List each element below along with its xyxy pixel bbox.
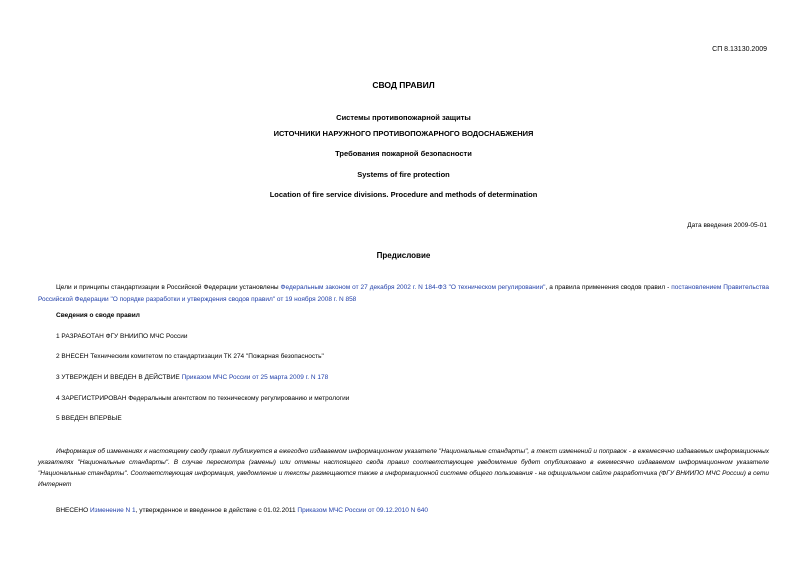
subtitle-requirements: Требования пожарной безопасности bbox=[335, 149, 472, 158]
document-code: СП 8.13130.2009 bbox=[712, 46, 767, 53]
government-decree-link[interactable]: постановлением Правительства Российской Федерации "О порядке разработки и утверждения сводов правил" от 19 ноября 2008 г. N 858 bbox=[38, 284, 769, 303]
amendment-line bbox=[56, 507, 428, 514]
preface-paragraph bbox=[38, 282, 769, 306]
amendment-middle: , утвержденное и введенное в действие с 01.02.2011 bbox=[135, 507, 298, 514]
amendment-link[interactable]: Изменение N 1 bbox=[89, 507, 136, 514]
document-title: СВОД ПРАВИЛ bbox=[372, 80, 435, 90]
info-item-introduced: 2 ВНЕСЕН Техническим комитетом по стандартизации ТК 274 "Пожарная безопасность" bbox=[56, 353, 324, 360]
info-item-registered: 4 ЗАРЕГИСТРИРОВАН Федеральным агентством по техническому регулированию и метрологии bbox=[56, 395, 350, 402]
info-item-approved-text: 3 УТВЕРЖДЕН И ВВЕДЕН В ДЕЙСТВИЕ bbox=[56, 374, 182, 381]
english-title-location: Location of fire service divisions. Procedure and methods of determination bbox=[269, 190, 538, 199]
info-item-approved bbox=[56, 374, 328, 381]
amendment-prefix: ВНЕСЕНО bbox=[56, 507, 90, 514]
subtitle-systems: Системы противопожарной защиты bbox=[336, 113, 471, 122]
information-note: Информация об изменениях к настоящему своду правил публикуется в ежегодно издаваемом информационном указателе "Национальные стандарты", а текст изменений и поправок - в ежемесячно издаваемых информационных указателях "Национальные стандарты". В случае пересмотра (замены) или отмены настоящего свода правил соответствующее уведомление будет опубликовано в ежемесячно издаваемом информационном указателе "Национальные стандарты". Соответствующая информация, уведомление и тексты размещаются также в информационной системе общего пользования - на официальном сайте разработчика (ФГУ ВНИИПО МЧС России) в сети Интернет bbox=[38, 448, 769, 488]
info-item-first-time: 5 ВВЕДЕН ВПЕРВЫЕ bbox=[56, 415, 122, 422]
preface-heading: Предисловие bbox=[376, 251, 431, 260]
info-item-developed: 1 РАЗРАБОТАН ФГУ ВНИИПО МЧС России bbox=[56, 333, 188, 340]
amendment-order-link[interactable]: Приказом МЧС России от 09.12.2010 N 640 bbox=[297, 507, 428, 514]
english-title-systems: Systems of fire protection bbox=[357, 170, 450, 179]
introduction-date: Дата введения 2009-05-01 bbox=[687, 222, 767, 229]
preface-text-1: Цели и принципы стандартизации в Российской Федерации установлены bbox=[56, 284, 281, 291]
mchs-order-link[interactable]: Приказом МЧС России от 25 марта 2009 г. N 178 bbox=[181, 374, 329, 381]
info-heading: Сведения о своде правил bbox=[56, 312, 140, 319]
federal-law-link[interactable]: Федеральным законом от 27 декабря 2002 г. N 184-ФЗ "О техническом регулировании" bbox=[280, 284, 546, 291]
subtitle-sources: ИСТОЧНИКИ НАРУЖНОГО ПРОТИВОПОЖАРНОГО ВОДОСНАБЖЕНИЯ bbox=[273, 129, 534, 138]
preface-text-2: , а правила применения сводов правил - bbox=[545, 284, 672, 291]
